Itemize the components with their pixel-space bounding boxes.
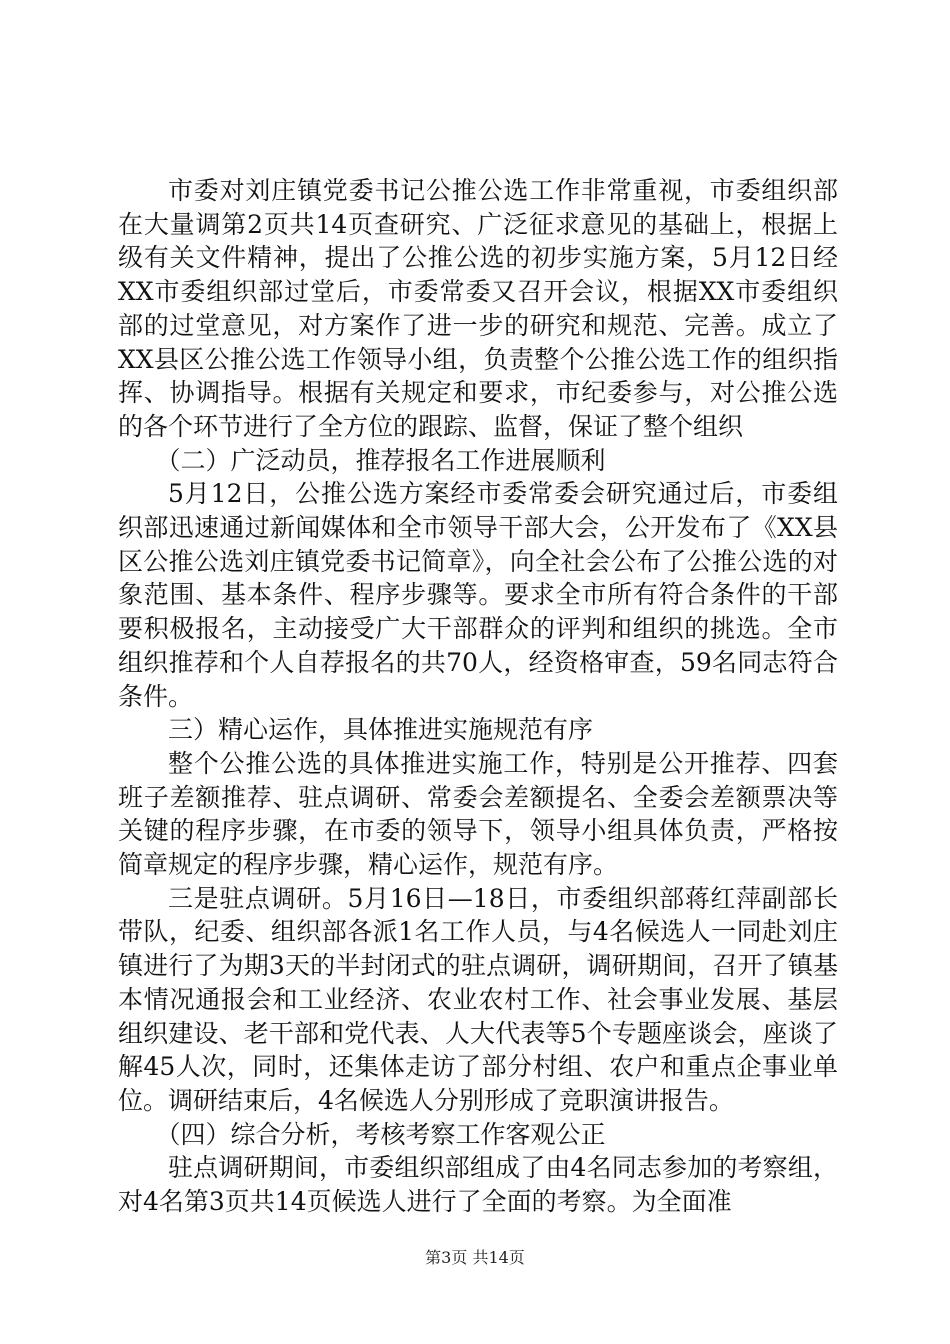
page-footer: 第3页 共14页 [425,1248,525,1267]
section-heading-4: （四）综合分析，考核考察工作客观公正 [155,1119,606,1149]
paragraph-3: 整个公推公选的具体推进实施工作，特别是公开推荐、四套班子差额推荐、驻点调研、常委会差额提名、全委会差额票决等关键的程序步骤，在市委的领导下，领导小组具体负责，严格按简章规定的程序步骤，精心运作，规范有序。 [118,748,838,880]
section-heading-3: 三）精心运作，具体推进实施规范有序 [168,715,594,745]
paragraph-5: 驻点调研期间，市委组织部组成了由4名同志参加的考察组，对4名第3页共14页候选人进行了全面的考察。为全面准 [118,1153,838,1217]
section-heading-2: （二）广泛动员，推荐报名工作进展顺利 [155,445,606,475]
paragraph-4: 三是驻点调研。5月16日—18日，市委组织部蒋红萍副部长带队，纪委、组织部各派1名工作人员，与4名候选人一同赴刘庄镇进行了为期3天的半封闭式的驻点调研，调研期间，召开了镇基本情况通报会和工业经济、农业农村工作、社会事业发展、基层组织建设、老干部和党代表、人大代表等5个专题座谈会，座谈了解45人次，同时，还集体走访了部分村组、农户和重点企事业单位。调研结束后，4名候选人分别形成了竞职演讲报告。 [118,883,838,1115]
paragraph-1: 市委对刘庄镇党委书记公推公选工作非常重视，市委组织部在大量调第2页共14页查研究、广泛征求意见的基础上，根据上级有关文件精神，提出了公推公选的初步实施方案，5月12日经XX市委组织部过堂后，市委常委又召开会议，根据XX市委组织部的过堂意见，对方案作了进一步的研究和规范、完善。成立了XX县区公推公选工作领导小组，负责整个公推公选工作的组织指挥、协调指导。根据有关规定和要求，市纪委参与，对公推公选的各个环节进行了全方位的跟踪、监督，保证了整个组织 [118,176,838,441]
body-text [118,174,838,1219]
paragraph-2: 5月12日，公推公选方案经市委常委会研究通过后，市委组织部迅速通过新闻媒体和全市领导干部大会，公开发布了《XX县区公推公选刘庄镇党委书记简章》，向全社会公布了公推公选的对象范围、基本条件、程序步骤等。要求全市所有符合条件的干部要积极报名，主动接受广大干部群众的评判和组织的挑选。全市组织推荐和个人自荐报名的共70人，经资格审查，59名同志符合条件。 [118,479,838,711]
